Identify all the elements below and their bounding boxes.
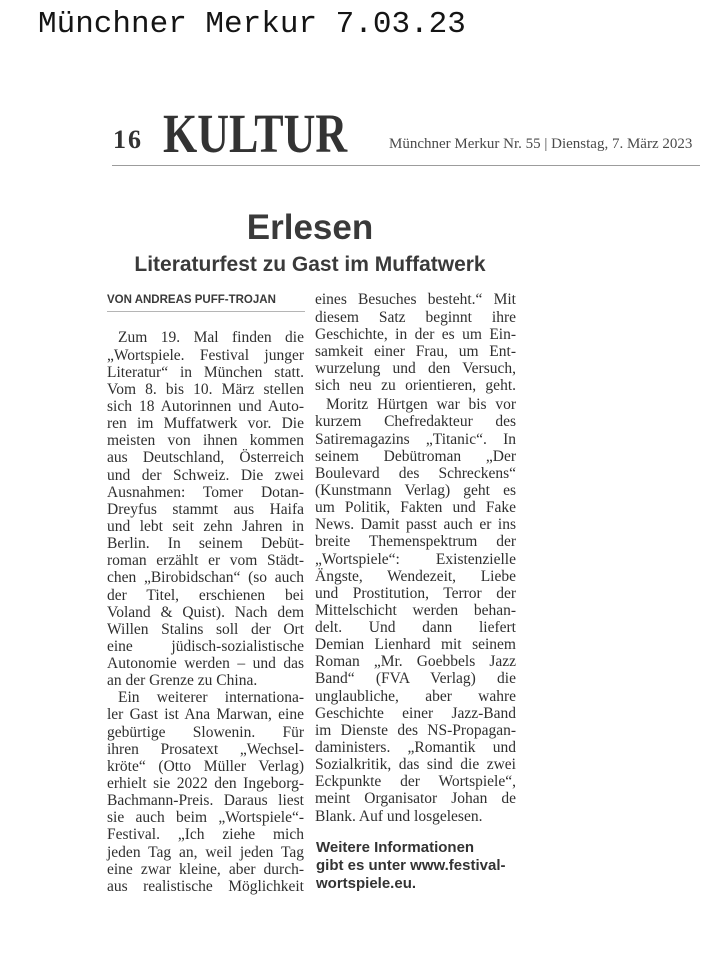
text-line: Literatur“ in München statt.	[107, 363, 304, 381]
text-line: Vom 8. bis 10. März stellen	[107, 380, 304, 398]
text-line: eine zwar kleine, aber durch-	[107, 860, 304, 878]
text-line: delt. Und dann liefert	[315, 619, 516, 637]
paragraph	[107, 329, 304, 689]
issue-info: Münchner Merkur Nr. 55 | Dienstag, 7. März 2023	[389, 136, 693, 152]
text-line: ler Gast ist Ana Marwan, eine	[107, 706, 304, 724]
byline-rule	[107, 311, 305, 312]
date-stamp: Münchner Merkur 7.03.23	[38, 7, 466, 42]
text-line: Ein weiterer internationa-	[118, 689, 304, 707]
text-line: sich neu zu orientieren, geht.	[315, 377, 516, 395]
text-line: samkeit einer Frau, um Ent-	[315, 342, 516, 360]
text-line: sich 18 Autorinnen und Auto-	[107, 397, 304, 415]
text-line: „Wortspiele. Festival junger	[107, 346, 304, 364]
text-line: Bachmann-Preis. Daraus liest	[107, 792, 304, 810]
text-line: seinem Debütroman „Der	[315, 447, 516, 465]
info-line: gibt es unter www.festival-	[316, 857, 506, 874]
text-line: gebürtige Slowenin. Für	[107, 723, 304, 741]
text-line: „Wortspiele“: Existenzielle	[315, 550, 516, 568]
text-line: im Dienste des NS-Propagan-	[315, 721, 516, 739]
text-line: News. Damit passt auch er ins	[315, 516, 516, 534]
text-line: Eckpunkte der Wortspiele“,	[315, 773, 516, 791]
text-line: (Kunstmann Verlag) geht es	[315, 481, 516, 499]
text-line: breite Themenspektrum der	[315, 533, 516, 551]
right-column	[315, 291, 516, 824]
text-line: Satiremagazins „Titanic“. In	[315, 430, 516, 448]
text-line: aus Deutschland, Österreich	[107, 449, 304, 467]
text-line: Moritz Hürtgen war bis vor	[326, 396, 516, 414]
text-line: Willen Stalins soll der Ort	[107, 620, 304, 638]
text-line: Zum 19. Mal finden die	[118, 329, 304, 347]
text-line: Blank. Auf und losgelesen.	[315, 807, 483, 825]
text-line: diesem Satz beginnt ihre	[315, 308, 516, 326]
text-line: roman erzählt er vom Städt-	[107, 552, 304, 570]
text-line: Sozialkritik, das sind die zwei	[315, 756, 516, 774]
byline: VON ANDREAS PUFF-TROJAN	[107, 294, 276, 306]
text-line: der Titel, erschienen bei	[107, 586, 304, 604]
text-line: Demian Lienhard mit seinem	[315, 636, 516, 654]
text-line: Ängste, Wendezeit, Liebe	[315, 567, 516, 585]
article-headline: Erlesen	[246, 208, 374, 247]
text-line: erhielt sie 2022 den Ingeborg-	[107, 775, 304, 793]
text-line: eines Besuches besteht.“ Mit	[315, 291, 516, 309]
text-line: eine jüdisch-sozialistische	[107, 637, 304, 655]
text-line: Voland & Quist). Nach dem	[107, 603, 304, 621]
text-line: Geschichte einer Jazz-Band	[315, 704, 516, 722]
text-line: Dreyfus stammt aus Haifa	[107, 500, 304, 518]
text-line: Festival. „Ich ziehe mich	[107, 826, 304, 844]
text-line: und der Schweiz. Die zwei	[107, 466, 304, 484]
text-line: unglaubliche, aber wahre	[315, 687, 516, 705]
text-line: Autonomie werden – und das	[107, 655, 304, 673]
text-line: Band“ (FVA Verlag) die	[315, 670, 516, 688]
section-title: KULTUR	[163, 103, 348, 164]
text-line: wurzelung und den Versuch,	[315, 359, 516, 377]
text-line: und Prostitution, Terror der	[315, 584, 516, 602]
text-line: jeden Tag an, weil jeden Tag	[107, 843, 304, 861]
paragraph	[315, 396, 516, 825]
paragraph	[107, 689, 304, 895]
text-line: ihren Prosatext „Wechsel-	[107, 740, 304, 758]
text-line: um Politik, Fakten und Fake	[315, 499, 516, 517]
text-line: ren im Muffatwerk vor. Die	[107, 415, 304, 433]
text-line: kurzem Chefredakteur des	[315, 413, 516, 431]
text-line: Boulevard des Schreckens“	[315, 464, 516, 482]
text-line: Ausnahmen: Tomer Dotan-	[107, 483, 304, 501]
text-line: aus realistische Möglichkeit	[107, 877, 304, 895]
header-rule	[112, 165, 700, 166]
text-line: Geschichte, in der es um Ein-	[315, 325, 516, 343]
info-heading: Weitere Informationen	[316, 839, 475, 856]
text-line: und lebt seit zehn Jahren in	[107, 517, 304, 535]
info-box	[316, 839, 517, 893]
text-line: daministers. „Romantik und	[315, 739, 516, 757]
text-line: kröte“ (Otto Müller Verlag)	[107, 757, 304, 775]
text-line: Mittelschicht werden behan-	[315, 601, 516, 619]
text-line: Roman „Mr. Goebbels Jazz	[315, 653, 516, 671]
text-line: chen „Birobidschan“ (so auch	[107, 569, 304, 587]
info-line: wortspiele.eu.	[316, 875, 417, 892]
paragraph	[315, 291, 516, 394]
text-line: meint Organisator Johan de	[315, 790, 516, 808]
article-subheadline: Literaturfest zu Gast im Muffatwerk	[134, 253, 486, 276]
text-line: Berlin. In seinem Debüt-	[107, 535, 304, 553]
text-line: sie auch beim „Wortspiele“-	[107, 809, 304, 827]
text-line: meisten von ihnen kommen	[107, 432, 304, 450]
text-line: an der Grenze zu China.	[107, 672, 258, 690]
left-column	[107, 329, 304, 895]
page-number: 16	[113, 125, 143, 154]
